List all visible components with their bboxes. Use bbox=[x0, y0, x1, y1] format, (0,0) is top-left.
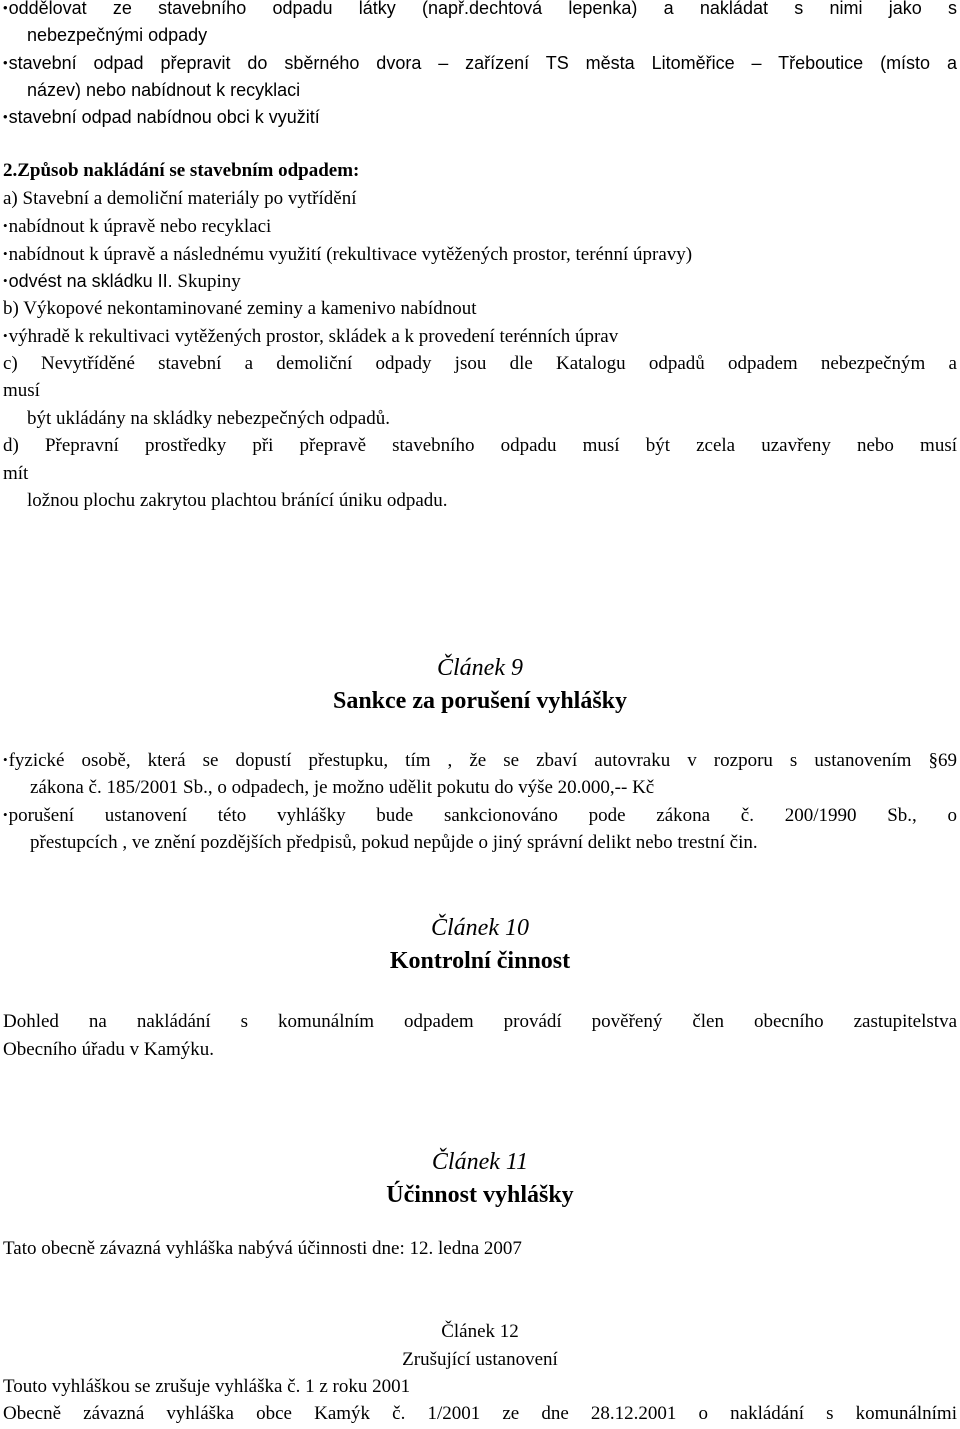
article9-p1-line2: zákona č. 185/2001 Sb., o odpadech, je možno udělit pokutu do výše 20.000,-- Kč bbox=[30, 777, 655, 798]
section2-d-line2: mít bbox=[3, 463, 29, 484]
section2-a-bullet2: • nabídnout k úpravě a následnému využití (rekultivace vytěžených prostor, terénní úpravy) bbox=[3, 241, 957, 267]
section2-d-line1: d) Přepravní prostředky při přepravě stavebního odpadu musí být zcela uzavřeny nebo musí bbox=[3, 435, 957, 456]
section2-c-line3: být ukládány na skládky nebezpečných odpadů. bbox=[27, 408, 390, 429]
section2-a-bullet3-sans: odvést na skládku II. bbox=[8, 271, 173, 291]
article9-number: Článek 9 bbox=[437, 655, 523, 681]
section2-heading: 2.Způsob nakládání se stavebním odpadem: bbox=[3, 160, 360, 181]
article12-p-line2: Obecně závazná vyhláška obce Kamýk č. 1/2001 ze dne 28.12.2001 o nakládání s komunálními bbox=[3, 1403, 957, 1424]
section2-b-line: b) Výkopové nekontaminované zeminy a kamenivo nabídnout bbox=[3, 298, 477, 319]
article10-number: Článek 10 bbox=[431, 915, 529, 941]
bullet-offer-waste: • stavební odpad nabídnou obci k využití bbox=[3, 104, 957, 130]
section2-a-bullet1: • nabídnout k úpravě nebo recyklaci bbox=[3, 213, 957, 239]
bullet-transport-waste-line1: • stavební odpad přepravit do sběrného dvora – zařízení TS města Litoměřice – Třeboutice (místo a bbox=[3, 50, 957, 76]
section2-c-line1: c) Nevytříděné stavební a demoliční odpady jsou dle Katalogu odpadů odpadem nebezpečným a bbox=[3, 353, 957, 374]
section2-a-bullet3 bbox=[3, 268, 957, 294]
article10-p-line2: Obecního úřadu v Kamýku. bbox=[3, 1039, 215, 1060]
article9-p1-line1: • fyzické osobě, která se dopustí přestupku, tím , že se zbaví autovraku v rozporu s ustanovením §69 bbox=[3, 747, 957, 773]
article9-title: Sankce za porušení vyhlášky bbox=[332, 688, 628, 714]
article9-p2-line2: přestupcích , ve znění pozdějších předpisů, pokud nepůjde o jiný správní delikt nebo trestní čin. bbox=[30, 832, 758, 853]
bullet-separate-waste-line1: • oddělovat ze stavebního odpadu látky (např.dechtová lepenka) a nakládat s nimi jako s bbox=[3, 0, 957, 21]
article11-p: Tato obecně závazná vyhláška nabývá účinnosti dne: 12. ledna 2007 bbox=[3, 1238, 522, 1259]
section2-c-line2: musí bbox=[3, 380, 40, 401]
article9-p2-line1: • porušení ustanovení této vyhlášky bude sankcionováno pode zákona č. 200/1990 Sb., o bbox=[3, 802, 957, 828]
article10-p-line1: Dohled na nakládání s komunálním odpadem provádí pověřený člen obecního zastupitelstva bbox=[3, 1011, 957, 1032]
article11-title: Účinnost vyhlášky bbox=[386, 1182, 574, 1208]
section2-d-line3: ložnou plochu zakrytou plachtou bránící úniku odpadu. bbox=[27, 490, 448, 511]
bullet-separate-waste-line2: nebezpečnými odpady bbox=[27, 25, 208, 45]
section2-a-bullet3-serif: Skupiny bbox=[172, 271, 241, 292]
bullet-transport-waste-line2: název) nebo nabídnout k recyklaci bbox=[27, 80, 301, 100]
section2-b-bullet1: • výhradě k rekultivaci vytěžených prostor, skládek a k provedení terénních úprav bbox=[3, 323, 957, 349]
article11-number: Článek 11 bbox=[431, 1149, 529, 1175]
article12-number: Článek 12 bbox=[441, 1321, 519, 1342]
article10-title: Kontrolní činnost bbox=[389, 948, 571, 974]
article12-title: Zrušující ustanovení bbox=[402, 1349, 558, 1370]
article12-p-line1: Touto vyhláškou se zrušuje vyhláška č. 1 z roku 2001 bbox=[3, 1376, 411, 1397]
section2-a-line: a) Stavební a demoliční materiály po vytřídění bbox=[3, 188, 357, 209]
